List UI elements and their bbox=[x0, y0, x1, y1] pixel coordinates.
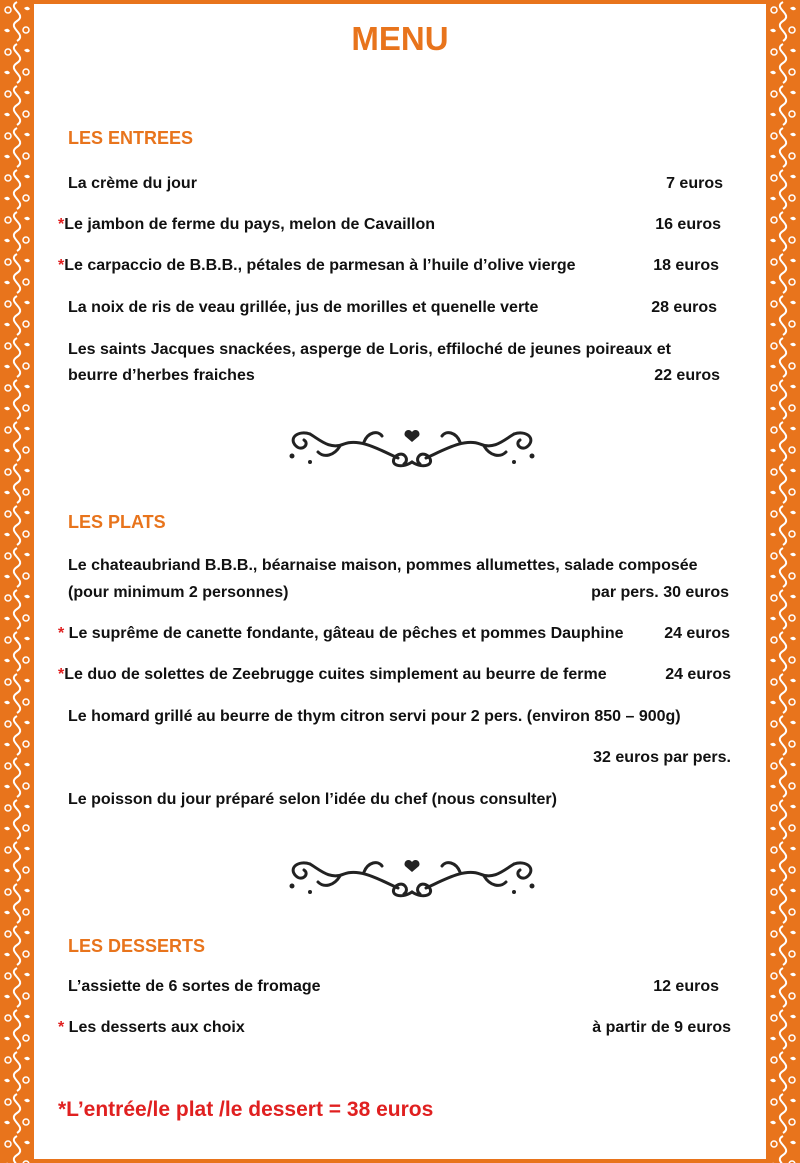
menu-title: MENU bbox=[351, 20, 449, 57]
plat-item-label: Le duo de solettes de Zeebrugge cuites simplement au beurre de ferme bbox=[64, 666, 607, 683]
ornament-divider-icon bbox=[280, 850, 544, 906]
entree-item-price: 7 euros bbox=[666, 175, 723, 192]
entree-item-label: Le jambon de ferme du pays, melon de Cavaillon bbox=[64, 216, 435, 233]
plat-item-name-line1: Le chateaubriand B.B.B., béarnaise maison, pommes allumettes, salade composée bbox=[68, 557, 698, 574]
formula-promo: *L’entrée/le plat /le dessert = 38 euros bbox=[58, 1098, 434, 1121]
entree-item-name: La noix de ris de veau grillée, jus de morilles et quenelle verte bbox=[68, 299, 539, 316]
dessert-item-label: Les desserts aux choix bbox=[64, 1019, 245, 1036]
star-mark: * bbox=[58, 666, 65, 683]
section-heading-plats: LES PLATS bbox=[68, 512, 166, 532]
plat-item-name-line2: (pour minimum 2 personnes) bbox=[68, 584, 289, 601]
plat-item-price: 24 euros bbox=[664, 625, 730, 642]
entree-item-label: Le carpaccio de B.B.B., pétales de parmesan à l’huile d’olive vierge bbox=[64, 257, 576, 274]
plat-item-name: Le homard grillé au beurre de thym citron servi pour 2 pers. (environ 850 – 900g) bbox=[68, 708, 681, 725]
entree-item-name bbox=[58, 252, 576, 280]
plat-item-price: par pers. 30 euros bbox=[591, 584, 729, 601]
ornament-divider-icon bbox=[280, 420, 544, 476]
plat-item-name bbox=[58, 620, 623, 648]
entree-item-name: La crème du jour bbox=[68, 175, 197, 192]
entree-item-price: 22 euros bbox=[654, 367, 720, 384]
entree-item-name-line2: beurre d’herbes fraiches bbox=[68, 367, 255, 384]
floral-border-right-icon bbox=[766, 0, 800, 1163]
floral-border-left-icon bbox=[0, 0, 34, 1163]
star-mark: * bbox=[58, 1019, 65, 1036]
plat-item-label: Le suprême de canette fondante, gâteau de pêches et pommes Dauphine bbox=[64, 625, 624, 642]
dessert-item-name: L’assiette de 6 sortes de fromage bbox=[68, 978, 321, 995]
section-heading-desserts: LES DESSERTS bbox=[68, 936, 206, 956]
plat-item-name bbox=[58, 661, 607, 689]
entree-item-name bbox=[58, 211, 435, 239]
dessert-item-price: à partir de 9 euros bbox=[592, 1019, 731, 1036]
section-heading-entrees: LES ENTREES bbox=[68, 128, 194, 148]
entree-item-price: 18 euros bbox=[653, 257, 719, 274]
star-mark: * bbox=[58, 216, 65, 233]
star-mark: * bbox=[58, 625, 65, 642]
entree-item-price: 16 euros bbox=[655, 216, 721, 233]
plat-item-price: 24 euros bbox=[665, 666, 731, 683]
dessert-item-price: 12 euros bbox=[653, 978, 719, 995]
dessert-item-name bbox=[58, 1014, 245, 1042]
entree-item-price: 28 euros bbox=[651, 299, 717, 316]
plat-item-name: Le poisson du jour préparé selon l’idée du chef (nous consulter) bbox=[68, 791, 557, 808]
plat-item-price: 32 euros par pers. bbox=[593, 749, 731, 766]
bottom-border-line bbox=[34, 1159, 766, 1163]
top-border-line bbox=[34, 0, 766, 4]
entree-item-name-line1: Les saints Jacques snackées, asperge de Loris, effiloché de jeunes poireaux et bbox=[68, 341, 671, 358]
star-mark: * bbox=[58, 257, 65, 274]
